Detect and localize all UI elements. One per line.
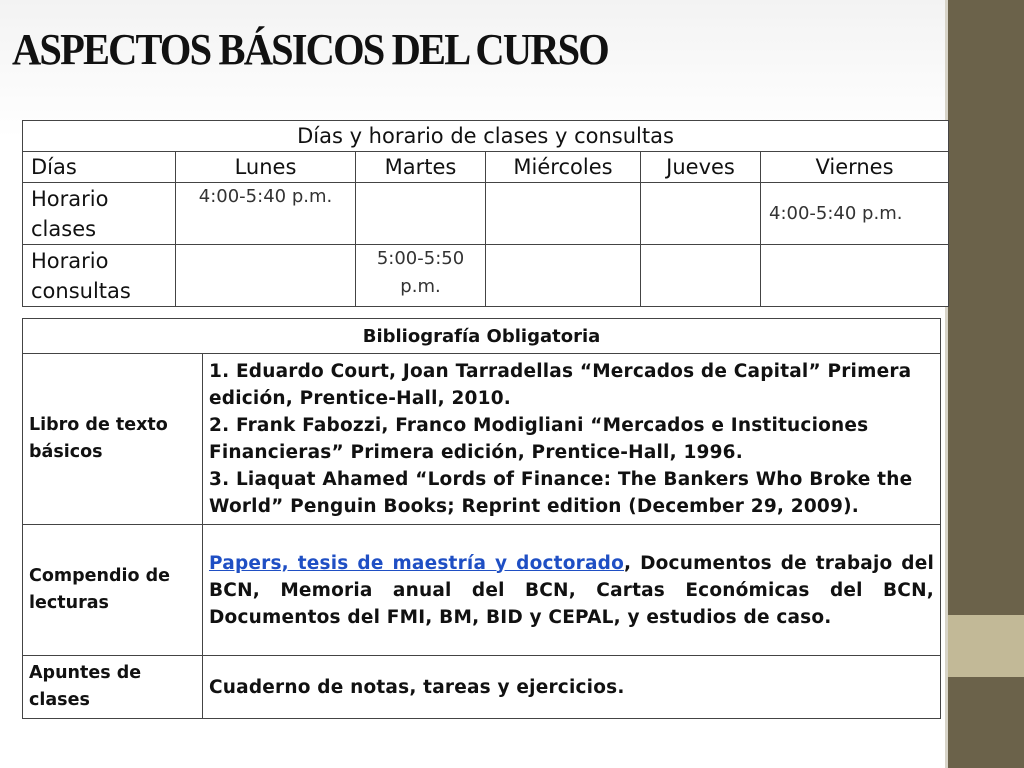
consult-hours-label: Horario consultas xyxy=(23,245,176,307)
day-miercoles: Miércoles xyxy=(486,152,641,183)
readings-text xyxy=(203,525,941,656)
class-time-jueves xyxy=(641,183,761,245)
bibliography-row-notes xyxy=(23,656,941,719)
consult-time-miercoles xyxy=(486,245,641,307)
bibliography-row-textbooks xyxy=(23,354,941,525)
papers-link[interactable]: Papers, tesis de maestría y doctorado xyxy=(209,552,624,574)
class-time-viernes: 4:00-5:40 p.m. xyxy=(761,183,949,245)
bibliography-header-row xyxy=(23,319,941,354)
day-jueves: Jueves xyxy=(641,152,761,183)
consult-time-viernes xyxy=(761,245,949,307)
consult-time-lunes xyxy=(176,245,356,307)
class-hours-label: Horario clases xyxy=(23,183,176,245)
schedule-table xyxy=(22,120,949,307)
schedule-caption-row xyxy=(23,121,949,152)
readings-label: Compendio de lecturas xyxy=(23,525,203,656)
class-time-miercoles xyxy=(486,183,641,245)
notes-label: Apuntes de clases xyxy=(23,656,203,719)
consult-time-martes: 5:00-5:50 p.m. xyxy=(356,245,486,307)
textbook-item: 2. Frank Fabozzi, Franco Modigliani “Mercados e Instituciones Financieras” Primera edición, Prentice-Hall, 1996. xyxy=(209,415,869,463)
readings-rest-text: , Documentos de trabajo del BCN, Memoria anual del BCN, Cartas Económicas del BCN, Documentos del FMI, BM, BID y CEPAL, y estudios de caso. xyxy=(209,552,934,628)
class-time-martes xyxy=(356,183,486,245)
textbooks-list xyxy=(203,354,941,525)
day-viernes: Viernes xyxy=(761,152,949,183)
consult-hours-row xyxy=(23,245,949,307)
bibliography-row-readings xyxy=(23,525,941,656)
notes-text: Cuaderno de notas, tareas y ejercicios. xyxy=(203,656,941,719)
schedule-days-row xyxy=(23,152,949,183)
class-time-lunes: 4:00-5:40 p.m. xyxy=(176,183,356,245)
days-label: Días xyxy=(23,152,176,183)
day-martes: Martes xyxy=(356,152,486,183)
side-decoration-accent xyxy=(948,615,1024,677)
slide-title: ASPECTOS BÁSICOS DEL CURSO xyxy=(12,25,608,74)
bibliography-header: Bibliografía Obligatoria xyxy=(23,319,941,354)
textbook-item: 3. Liaquat Ahamed “Lords of Finance: The Bankers Who Broke the World” Penguin Books; Reprint edition (December 29, 2009). xyxy=(209,469,913,517)
class-hours-row xyxy=(23,183,949,245)
textbook-item: 1. Eduardo Court, Joan Tarradellas “Mercados de Capital” Primera edición, Prentice-Hall, 2010. xyxy=(209,361,912,409)
bibliography-table xyxy=(22,318,941,719)
schedule-caption: Días y horario de clases y consultas xyxy=(23,121,949,152)
textbooks-label: Libro de texto básicos xyxy=(23,354,203,525)
day-lunes: Lunes xyxy=(176,152,356,183)
consult-time-jueves xyxy=(641,245,761,307)
